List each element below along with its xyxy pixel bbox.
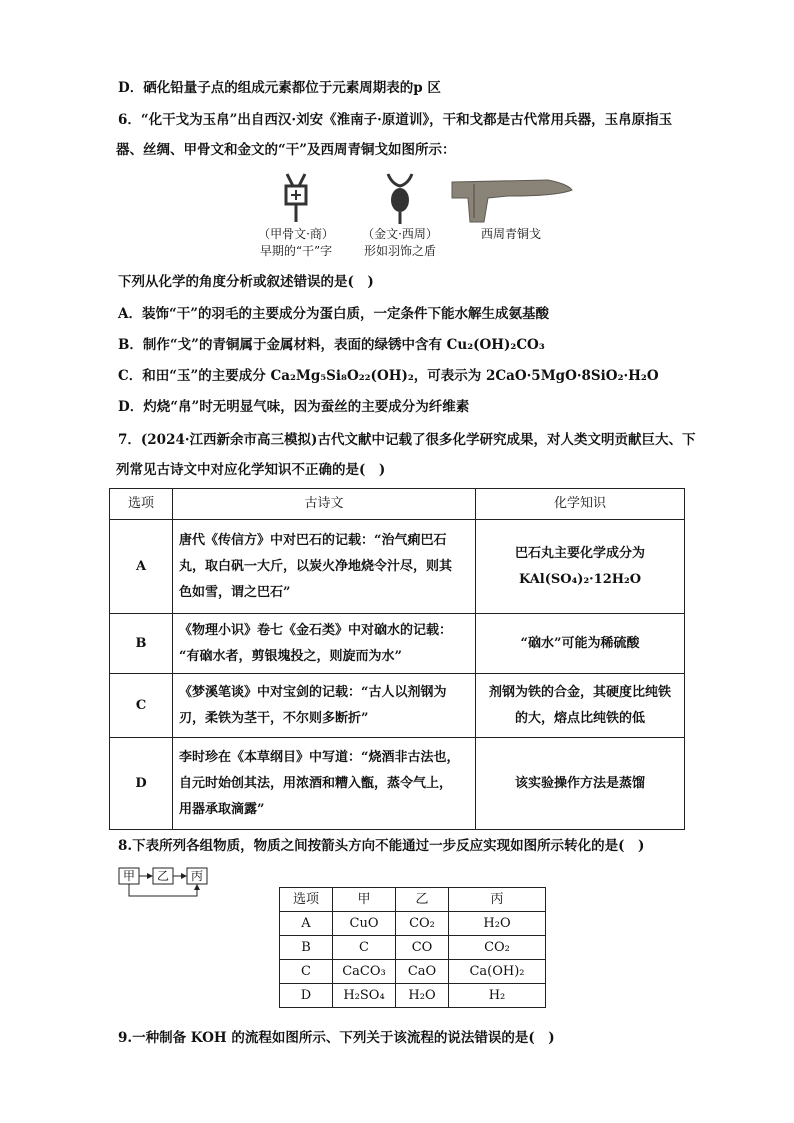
figure-caption: （金文·西周） (362, 227, 438, 241)
table-header-cell: 古诗文 (173, 489, 476, 520)
table-cell: CO₂ (449, 936, 546, 960)
flow-node-bing: 丙 (190, 869, 203, 883)
table-cell: CaCO₃ (333, 960, 396, 984)
q8-stem: 8.下表所列各组物质，物质之间按箭头方向不能通过一步反应实现如图所示转化的是( ) (118, 838, 645, 854)
table-header-cell: 化学知识 (476, 489, 685, 520)
table-header-cell: 乙 (396, 888, 449, 912)
table-row (280, 936, 546, 960)
option-cell: C (110, 674, 173, 738)
q6-option-b: B．制作“戈”的青铜属于金属材料，表面的绿锈中含有 Cu₂(OH)₂CO₃ (118, 337, 545, 353)
table-header-cell: 丙 (449, 888, 546, 912)
knowledge-cell (476, 738, 685, 830)
poem-line: 《物理小识》卷七《金石类》中对硇水的记载： (179, 622, 453, 638)
flow-node-jia: 甲 (122, 869, 135, 883)
option-cell: D (110, 738, 173, 830)
table-row (280, 960, 546, 984)
table-header-cell: 选项 (280, 888, 333, 912)
bronze-ge-figure (446, 170, 576, 243)
poem-cell (173, 614, 476, 674)
table-cell: CO₂ (396, 912, 449, 936)
poem-line: 自元时始创其法，用浓酒和糟入甑，蒸令气上， (179, 775, 453, 791)
knowledge-cell (476, 674, 685, 738)
table-row (110, 614, 685, 674)
q8-table (279, 887, 546, 1008)
poem-line: “有硇水者，剪银塊投之，则旋而为水” (179, 648, 402, 664)
q9-stem: 9.一种制备 KOH 的流程如图所示、下列关于该流程的说法错误的是( ) (118, 1030, 555, 1046)
table-cell: H₂O (396, 984, 449, 1008)
table-header-row (110, 489, 685, 520)
figure-caption: （甲骨文·商） (258, 227, 334, 241)
poem-cell (173, 674, 476, 738)
bronze-script-shield-icon (382, 170, 418, 226)
table-cell: H₂ (449, 984, 546, 1008)
poem-line: 李时珍在《本草纲目》中写道：“烧酒非古法也， (179, 749, 460, 765)
q6-question: 下列从化学的角度分析或叙述错误的是( ) (118, 274, 374, 290)
option-cell: A (110, 520, 173, 614)
q6-option-c: C．和田“玉”的主要成分 Ca₂Mg₅Si₈O₂₂(OH)₂，可表示为 2CaO·5MgO·8SiO₂·H₂O (118, 368, 659, 384)
table-cell: Ca(OH)₂ (449, 960, 546, 984)
knowledge-line: “硇水”可能为稀硫酸 (520, 635, 640, 651)
poem-line: 唐代《传信方》中对巴石的记载：“治气痢巴石 (179, 532, 447, 548)
table-cell: H₂SO₄ (333, 984, 396, 1008)
table-cell: A (280, 912, 333, 936)
table-row (280, 912, 546, 936)
poem-line: 刃，柔铁为茎干，不尔则多断折” (179, 710, 369, 726)
table-row (110, 520, 685, 614)
q8-flow-diagram (118, 866, 210, 906)
knowledge-cell (476, 520, 685, 614)
table-row (110, 674, 685, 738)
poem-line: 用器承取滴露” (179, 801, 265, 817)
table-cell: D (280, 984, 333, 1008)
table-cell: CuO (333, 912, 396, 936)
poem-line: 丸，取白矾一大斤，以炭火净地烧令汁尽，则其 (179, 558, 453, 574)
poem-line: 色如雪，谓之巴石” (179, 584, 291, 600)
q6-option-d: D．灼烧“帛”时无明显气味，因为蚕丝的主要成分为纤维素 (118, 399, 470, 415)
table-header-cell: 甲 (333, 888, 396, 912)
bronze-script-figure (350, 170, 450, 260)
poem-line: 《梦溪笔谈》中对宝剑的记载：“古人以剂钢为 (179, 684, 447, 700)
q6-option-a: A．装饰“干”的羽毛的主要成分为蛋白质，一定条件下能水解生成氨基酸 (118, 306, 550, 322)
table-header-cell: 选项 (110, 489, 173, 520)
figure-caption: 西周青铜戈 (480, 227, 541, 241)
poem-cell (173, 738, 476, 830)
table-cell: B (280, 936, 333, 960)
table-row (280, 984, 546, 1008)
knowledge-line: 该实验操作方法是蒸馏 (514, 775, 645, 791)
knowledge-line: 的大，熔点比纯铁的低 (514, 710, 645, 726)
q6-stem-line1: 6．“化干戈为玉帛”出自西汉·刘安《淮南子·原道训》，干和戈都是古代常用兵器，玉帛原指玉 (118, 112, 673, 128)
knowledge-line: 巴石丸主要化学成分为 (514, 545, 645, 561)
knowledge-cell (476, 614, 685, 674)
table-header-row (280, 888, 546, 912)
q7-table (109, 488, 685, 830)
oracle-bone-gan-icon (279, 170, 313, 226)
bronze-dagger-axe-icon (448, 170, 574, 226)
figure-caption: 早期的“干”字 (259, 244, 333, 258)
poem-cell (173, 520, 476, 614)
q5-option-d: D．硒化铅量子点的组成元素都位于元素周期表的p 区 (118, 80, 441, 96)
knowledge-line: KAl(SO₄)₂·12H₂O (518, 571, 642, 587)
table-cell: CO (396, 936, 449, 960)
q6-figures (246, 170, 586, 265)
table-cell: C (333, 936, 396, 960)
q6-stem-line2: 器、丝绸、甲骨文和金文的“干”及西周青铜戈如图所示： (116, 142, 456, 158)
table-cell: C (280, 960, 333, 984)
table-cell: CaO (396, 960, 449, 984)
option-cell: B (110, 614, 173, 674)
flow-node-yi: 乙 (156, 869, 169, 883)
knowledge-line: 剂钢为铁的合金，其硬度比纯铁 (488, 684, 671, 700)
oracle-bone-figure (246, 170, 346, 260)
table-row (110, 738, 685, 830)
table-cell: H₂O (449, 912, 546, 936)
figure-caption: 形如羽饰之盾 (363, 244, 436, 258)
q7-stem-line1: 7．(2024·江西新余市高三模拟)古代文献中记载了很多化学研究成果，对人类文明贡献巨大、下 (118, 432, 696, 448)
q7-stem-line2: 列常见古诗文中对应化学知识不正确的是( ) (116, 462, 386, 478)
